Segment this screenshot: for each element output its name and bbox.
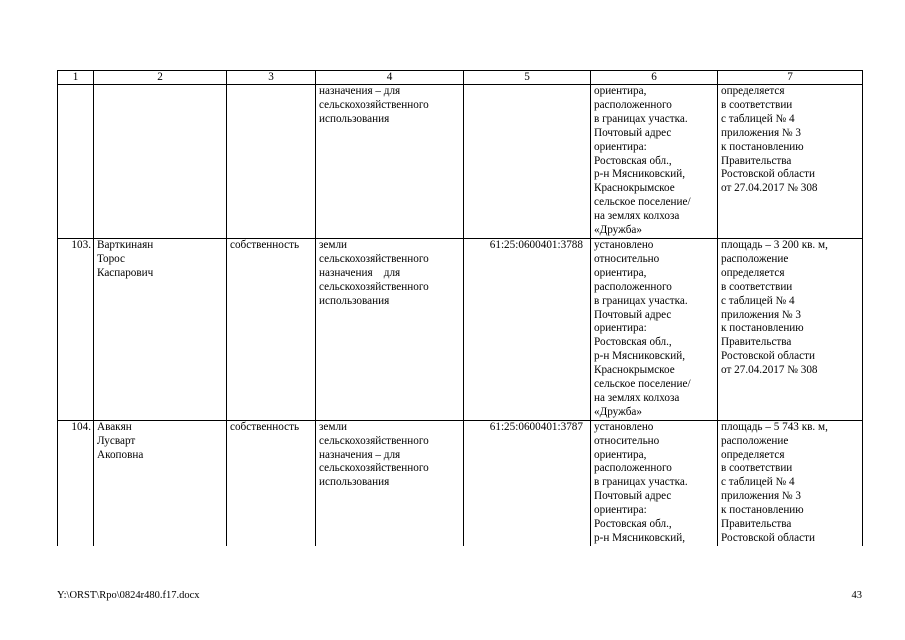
text-line: Ростовской области — [721, 532, 815, 544]
table-row — [58, 420, 863, 546]
cell-owner — [94, 420, 227, 546]
text-line: ориентира: — [594, 504, 647, 517]
text-line: р-н Мясниковский, — [594, 168, 685, 181]
text-line: с таблицей № 4 — [721, 476, 795, 489]
land-plots-table — [57, 70, 863, 546]
text-line: Ростовской области — [721, 350, 815, 363]
text-line: Ростовская обл., — [594, 518, 672, 531]
text-line: Ростовская обл., — [594, 154, 672, 167]
text-line: использования — [319, 476, 390, 489]
text-line: в соответствии — [721, 462, 793, 475]
text-line: на землях колхоза — [594, 210, 680, 223]
text-line: расположенного — [594, 98, 672, 111]
column-header: 2 — [94, 71, 227, 85]
text-line: Акоповна — [97, 448, 144, 461]
cell-right — [227, 85, 316, 239]
text-line: Почтовый адрес — [594, 308, 672, 321]
text-line: установлено — [594, 420, 654, 433]
text-line: ориентира, — [594, 266, 647, 279]
text-line: Ростовской области — [721, 168, 815, 181]
table-row-continuation — [58, 85, 863, 239]
text-line: в соответствии — [721, 280, 793, 293]
text-line: земли — [319, 420, 348, 433]
text-line: расположенного — [594, 462, 672, 475]
text-line: относительно — [594, 434, 660, 447]
column-header: 6 — [591, 71, 718, 85]
cell-location — [591, 85, 718, 239]
text-line: на землях колхоза — [594, 391, 680, 404]
text-line: Правительства — [721, 518, 792, 531]
text-line: земли — [319, 238, 348, 251]
cell-note — [718, 238, 863, 420]
cell-number — [58, 85, 94, 239]
text-line: р-н Мясниковский, — [594, 532, 685, 544]
text-line: площадь – 3 200 кв. м, — [721, 238, 828, 251]
text-line: определяется — [721, 448, 785, 461]
text-line: сельское поселение/ — [594, 196, 691, 209]
text-line: определяется — [721, 85, 785, 97]
page-number: 43 — [851, 590, 862, 601]
cell-right: собственность — [227, 420, 316, 546]
text-line: сельскохозяйственного — [319, 434, 429, 447]
text-line: сельскохозяйственного — [319, 98, 429, 111]
cell-category — [316, 85, 464, 239]
cell-cadastral: 61:25:0600401:3788 — [464, 238, 591, 420]
cell-category — [316, 238, 464, 420]
text-line: назначения – для — [319, 448, 401, 461]
text-line: Ростовская обл., — [594, 336, 672, 349]
cell-location — [591, 238, 718, 420]
text-line: Почтовый адрес — [594, 126, 672, 139]
text-line: ориентира: — [594, 140, 647, 153]
text-line: ориентира, — [594, 85, 647, 97]
document-sheet — [57, 70, 862, 546]
text-line: расположение — [721, 252, 789, 265]
text-line: назначения – для — [319, 85, 401, 97]
footer-file-path: Y:\ORST\Rpo\0824r480.f17.docx — [57, 590, 200, 601]
cell-right: собственность — [227, 238, 316, 420]
column-numbers-row — [58, 71, 863, 85]
cell-location — [591, 420, 718, 546]
text-line: сельское поселение/ — [594, 378, 691, 391]
text-line: сельскохозяйственного — [319, 280, 429, 293]
text-line: в границах участка. — [594, 294, 688, 307]
text-line: ориентира, — [594, 448, 647, 461]
cell-owner — [94, 238, 227, 420]
column-header: 4 — [316, 71, 464, 85]
text-line: к постановлению — [721, 322, 804, 335]
text-line: от 27.04.2017 № 308 — [721, 364, 818, 377]
text-line: Почтовый адрес — [594, 490, 672, 503]
column-header: 1 — [58, 71, 94, 85]
column-header: 7 — [718, 71, 863, 85]
text-line: приложения № 3 — [721, 126, 801, 139]
text-line: Правительства — [721, 336, 792, 349]
text-line: расположение — [721, 434, 789, 447]
text-line: с таблицей № 4 — [721, 294, 795, 307]
text-line: приложения № 3 — [721, 490, 801, 503]
text-line: Лусварт — [97, 434, 136, 447]
text-line: расположенного — [594, 280, 672, 293]
text-line: относительно — [594, 252, 660, 265]
text-line: к постановлению — [721, 140, 804, 153]
text-line: сельскохозяйственного — [319, 462, 429, 475]
text-line: Торос — [97, 252, 126, 265]
text-line: к постановлению — [721, 504, 804, 517]
text-line: Правительства — [721, 154, 792, 167]
text-line: Каспарович — [97, 266, 154, 279]
text-line: Авакян — [97, 420, 132, 433]
cell-number: 104. — [58, 420, 94, 546]
text-line: Краснокрымское — [594, 364, 675, 377]
cell-owner — [94, 85, 227, 239]
text-line: площадь – 5 743 кв. м, — [721, 420, 828, 433]
text-line: использования — [319, 112, 390, 125]
cell-note — [718, 420, 863, 546]
text-line: «Дружба» — [594, 224, 642, 237]
cell-number: 103. — [58, 238, 94, 420]
text-line: в границах участка. — [594, 476, 688, 489]
text-line: в границах участка. — [594, 112, 688, 125]
text-line: определяется — [721, 266, 785, 279]
text-line: ориентира: — [594, 322, 647, 335]
text-line: с таблицей № 4 — [721, 112, 795, 125]
text-line: приложения № 3 — [721, 308, 801, 321]
text-line: использования — [319, 294, 390, 307]
cell-note — [718, 85, 863, 239]
text-line: р-н Мясниковский, — [594, 350, 685, 363]
cell-category — [316, 420, 464, 546]
cell-cadastral — [464, 85, 591, 239]
text-line: «Дружба» — [594, 405, 642, 418]
table-row — [58, 238, 863, 420]
text-line: установлено — [594, 238, 654, 251]
text-line: сельскохозяйственного — [319, 252, 429, 265]
text-line: Краснокрымское — [594, 182, 675, 195]
text-line: назначения для — [319, 266, 401, 279]
text-line: Варткинаян — [97, 238, 154, 251]
text-line: от 27.04.2017 № 308 — [721, 182, 818, 195]
cell-cadastral: 61:25:0600401:3787 — [464, 420, 591, 546]
column-header: 5 — [464, 71, 591, 85]
text-line: в соответствии — [721, 98, 793, 111]
column-header: 3 — [227, 71, 316, 85]
